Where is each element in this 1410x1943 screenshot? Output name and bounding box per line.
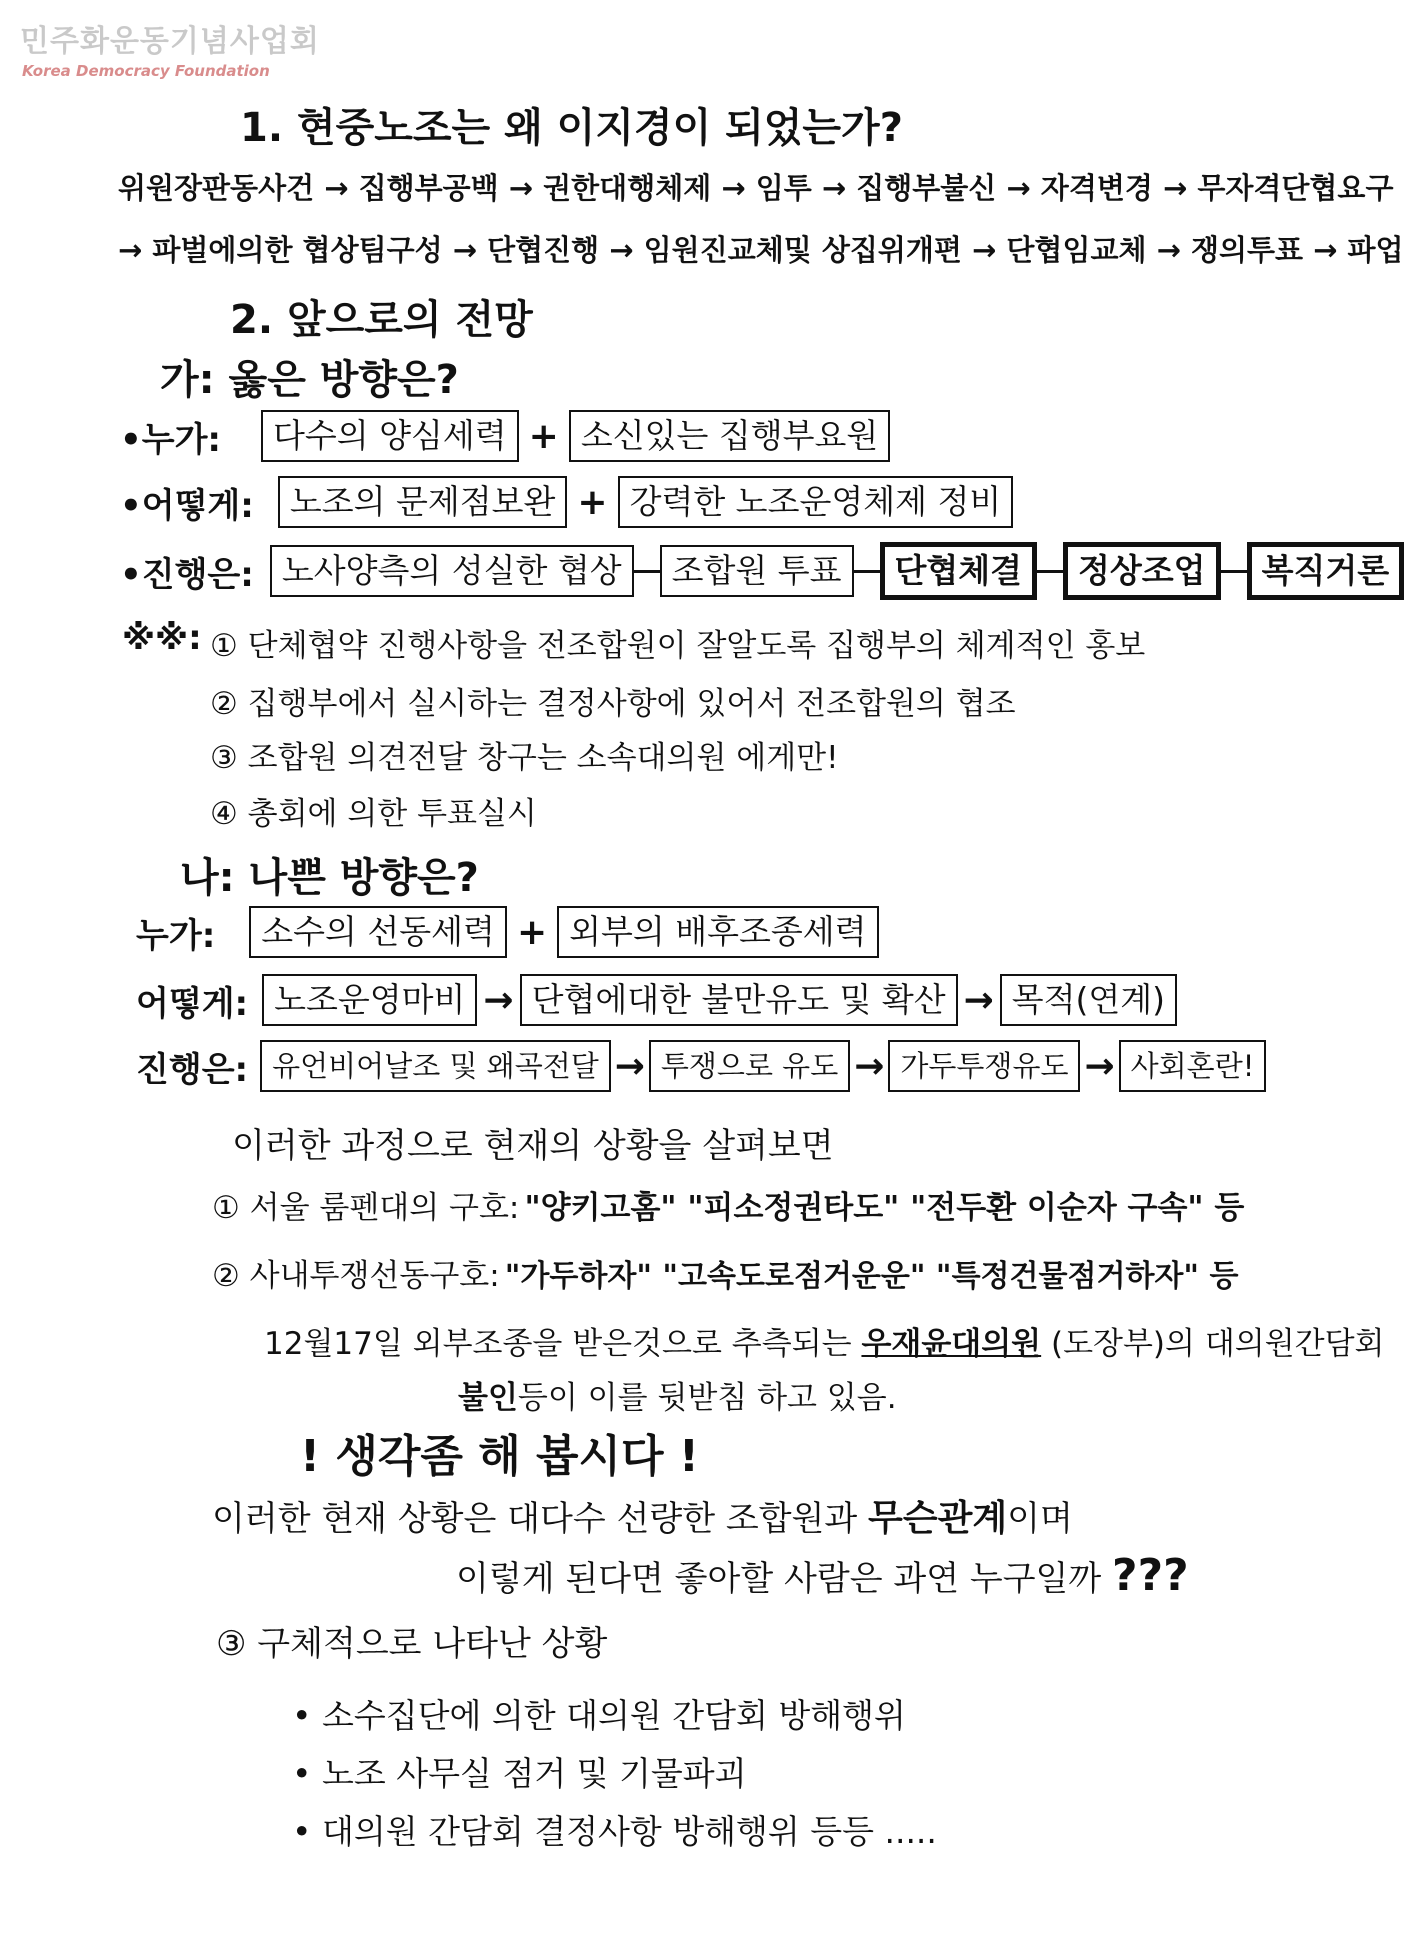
current-item-2-slogans: "가두하자" "고속도로점거운운" "특정건물점거하자" 등 [504,1259,1239,1294]
connector-line [854,570,880,573]
arrow-icon: → [1084,1045,1115,1087]
dec17-line-2 [458,1372,897,1417]
bad-progress-row [136,1040,1266,1092]
good-progress-step-3: 단협체결 [880,542,1038,600]
dec17-text-d: 등이 이를 뒷받침 하고 있음. [517,1380,897,1416]
watermark-korean: 민주화운동기념사업회 [20,24,320,59]
bad-progress-step-4: 사회혼란! [1119,1040,1267,1092]
good-how-box-2: 강력한 노조운영체제 정비 [618,476,1014,528]
note-2: ② 집행부에서 실시하는 결정사항에 있어서 전조합원의 협조 [210,686,1016,722]
page-title: 1. 현중노조는 왜 이지경이 되었는가? [240,105,903,151]
note-4: ④ 총회에 의한 투표실시 [210,796,537,832]
concrete-item-3-text: 대의원 간담회 결정사항 방해행위 등등 ..... [321,1812,937,1851]
dec17-line [264,1318,1385,1363]
concrete-heading: ③ 구체적으로 나타난 상황 [216,1624,608,1664]
good-progress-step-5: 복직거론 [1247,542,1405,600]
good-progress-step-4: 정상조업 [1063,542,1221,600]
notes-marker: ※※: [122,618,202,658]
good-progress-step-1: 노사양측의 성실한 협상 [270,545,634,597]
good-who-box-1: 다수의 양심세력 [261,410,519,462]
arrow-icon: → [614,1045,645,1087]
current-intro: 이러한 과정으로 현재의 상황을 살펴보면 [232,1126,834,1166]
think-line-1 [212,1490,1073,1541]
plus-sign: + [516,911,548,953]
dec17-text-a: 12월17일 외부조종을 받은것으로 추측되는 [264,1326,852,1362]
bad-how-box-3: 목적(연계) [1000,974,1177,1026]
arrow-icon: → [854,1045,885,1087]
arrow-icon: → [483,979,514,1021]
bad-progress-step-3: 가두투쟁유도 [888,1040,1080,1092]
bad-how-label: 어떻게: [136,983,249,1024]
bad-direction-heading: 나: 나쁜 방향은? [180,855,479,901]
think-line-1-b: 무슨관계 [868,1498,1008,1539]
connector-line [634,570,660,573]
dec17-name: 우재윤대의원 [861,1326,1042,1362]
think-question-marks: ??? [1112,1550,1189,1601]
good-how-row [120,476,1013,528]
good-how-label: •어떻게: [120,485,254,526]
bad-how-row [136,974,1177,1026]
current-item-2-prefix: ② 사내투쟁선동구호: [212,1258,500,1294]
current-item-1-slogans: "양키고홈" "피소정권타도" "전두환 이순자 구속" 등 [524,1190,1245,1226]
good-who-label: •누가: [120,419,222,460]
think-line-1-a: 이러한 현재 상황은 대다수 선량한 조합원과 [212,1499,858,1539]
good-progress-step-2: 조합원 투표 [660,545,854,597]
concrete-item-2-text: 노조 사무실 점거 및 기물파괴 [321,1754,747,1793]
good-how-box-1: 노조의 문제점보완 [278,476,568,528]
plus-sign: + [528,415,559,457]
think-line-2 [456,1550,1189,1601]
causes-line-2: → 파벌에의한 협상팀구성 → 단협진행 → 임원진교체및 상집위개편 → 단협임교체 → 쟁의투표 → 파업 [118,233,1404,267]
section2-title: 2. 앞으로의 전망 [230,297,533,343]
bad-who-box-1: 소수의 선동세력 [249,906,507,958]
bad-how-box-2: 단협에대한 불만유도 및 확산 [520,974,958,1026]
concrete-item-1: • 소수집단에 의한 대의원 간담회 방해행위 [292,1696,906,1735]
note-1: ① 단체협약 진행사항을 전조합원이 잘알도록 집행부의 체계적인 홍보 [210,628,1146,664]
good-progress-label: •진행은: [120,554,254,595]
causes-line-1: 위원장판동사건 → 집행부공백 → 권한대행체제 → 임투 → 집행부불신 → 자격변경 → 무자격단협요구 [118,171,1394,205]
concrete-item-1-text: 소수집단에 의한 대의원 간담회 방해행위 [321,1696,906,1735]
good-direction-heading: 가: 옳은 방향은? [160,357,459,403]
bad-who-label: 누가: [136,915,216,956]
concrete-item-2: • 노조 사무실 점거 및 기물파괴 [292,1754,747,1793]
note-3: ③ 조합원 의견전달 창구는 소속대의원 에게만! [210,740,839,776]
think-heading: ! 생각좀 해 봅시다 ! [300,1431,699,1482]
current-item-2 [212,1250,1238,1295]
dec17-text-b: (도장부)의 대의원간담회 [1051,1326,1385,1362]
bad-who-row [136,906,879,958]
bad-how-box-1: 노조운영마비 [262,974,477,1026]
current-item-1-prefix: ① 서울 룸펜대의 구호: [212,1190,520,1226]
bad-who-box-2: 외부의 배후조종세력 [557,906,878,958]
concrete-item-3: • 대의원 간담회 결정사항 방해행위 등등 ..... [292,1812,937,1851]
think-line-1-c: 이며 [1007,1499,1073,1539]
good-who-row [120,410,890,462]
good-progress-row [120,542,1404,600]
bad-progress-step-2: 투쟁으로 유도 [649,1040,850,1092]
connector-line [1037,570,1063,573]
connector-line [1221,570,1247,573]
arrow-icon: → [963,979,994,1021]
think-line-2-text: 이렇게 된다면 좋아할 사람은 과연 누구일까 [456,1559,1102,1599]
dec17-text-c: 불인 [458,1380,518,1416]
bad-progress-step-1: 유언비어날조 및 왜곡전달 [260,1040,611,1092]
good-who-box-2: 소신있는 집행부요원 [569,410,890,462]
plus-sign: + [577,481,608,523]
bad-progress-label: 진행은: [136,1049,249,1090]
watermark-english: Korea Democracy Foundation [22,62,270,80]
current-item-1 [212,1182,1244,1227]
